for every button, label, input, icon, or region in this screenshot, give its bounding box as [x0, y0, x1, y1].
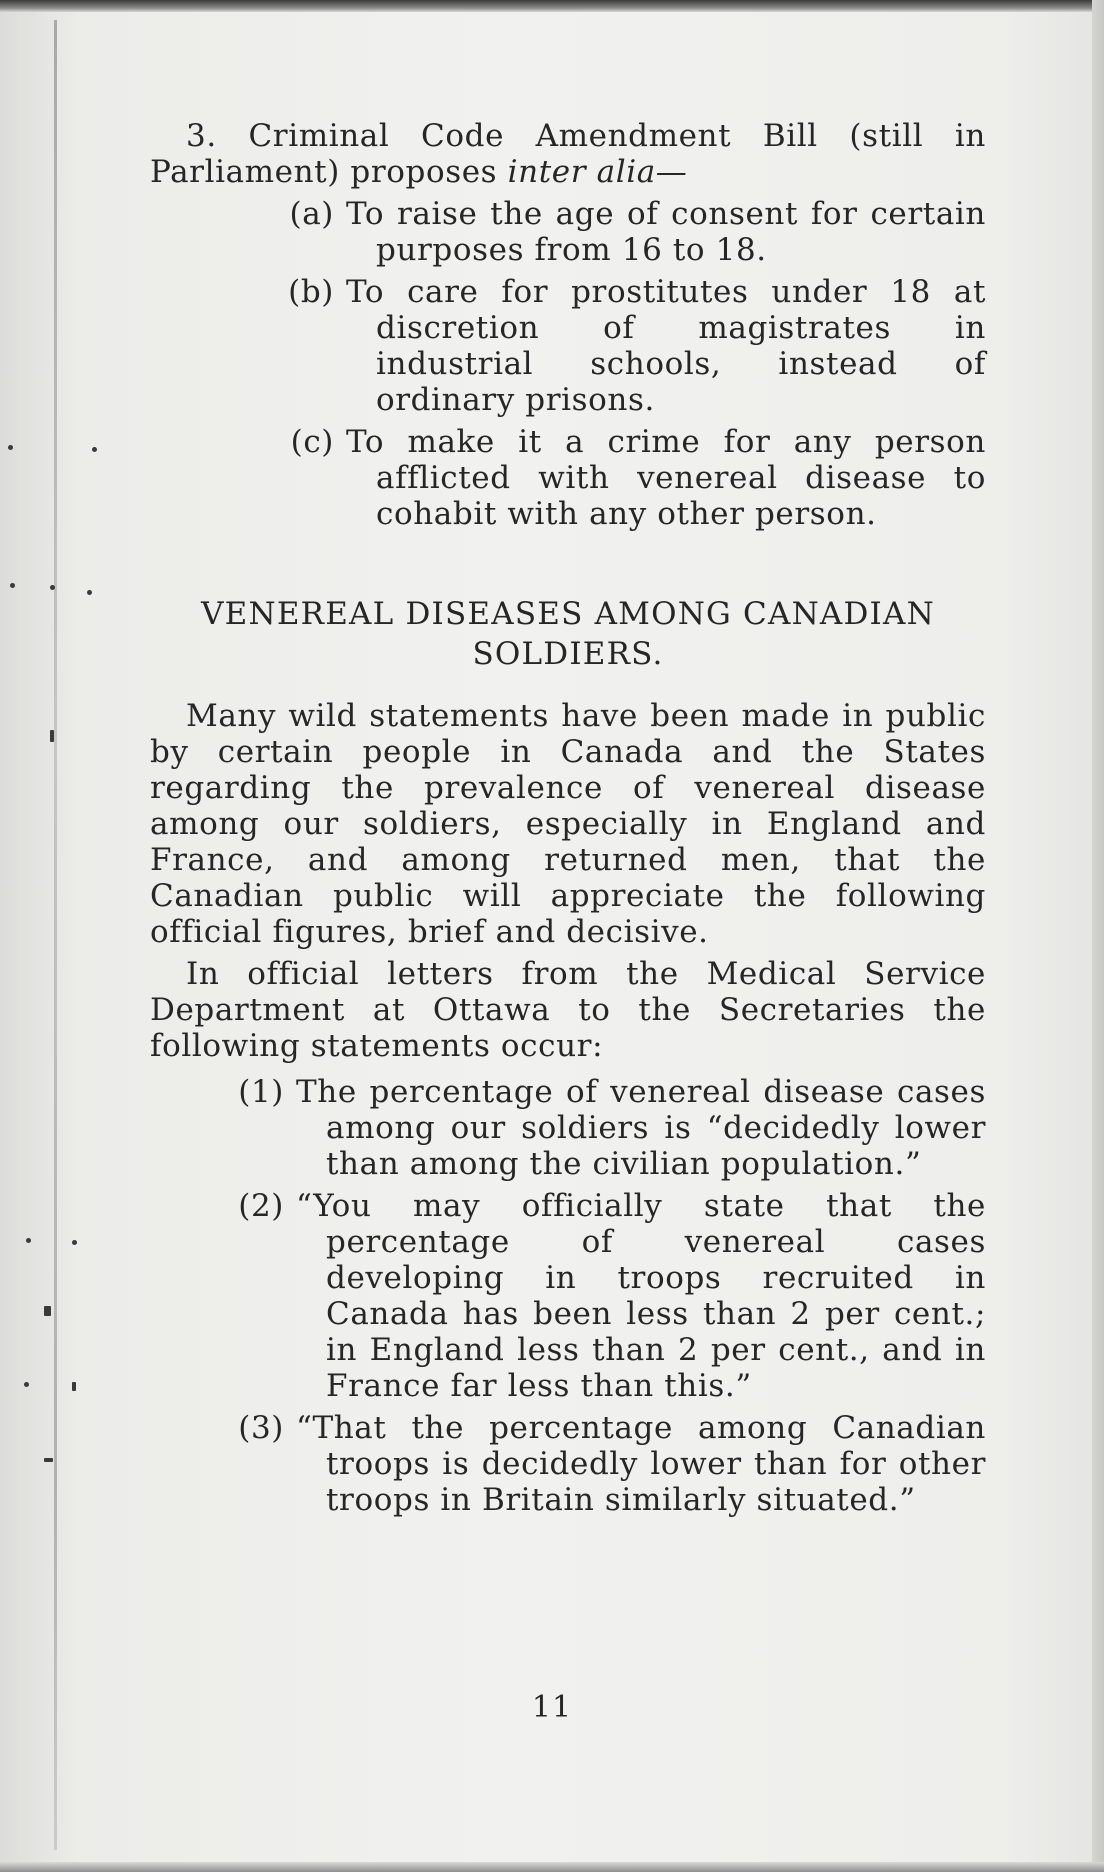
statement-label: (3) — [238, 1410, 284, 1446]
scan-top-edge — [0, 0, 1104, 12]
bill-provision-text: To care for prostitutes under 18 at discretion of magistrates in industrial schools, instead of ordinary prisons. — [346, 274, 986, 418]
bill-intro-text: Criminal Code Amendment Bill (still in Parliament) proposes — [150, 118, 986, 190]
scan-speck — [44, 1458, 53, 1462]
bill-provisions-list — [260, 196, 986, 532]
statement-text: “That the percentage among Canadian troops is decidedly lower than for other troops in Britain similarly situated.” — [296, 1410, 986, 1518]
bill-provision-label: (b) — [288, 274, 334, 310]
official-statements-list — [210, 1074, 986, 1518]
scan-bottom-edge — [0, 1862, 1104, 1872]
scan-speck — [8, 445, 13, 450]
bill-provision-item — [260, 196, 986, 268]
scan-speck — [72, 1382, 76, 1391]
bill-intro-italic: inter alia— — [507, 154, 688, 190]
scan-speck — [50, 585, 55, 590]
scan-right-edge — [1092, 0, 1104, 1872]
bill-intro-paragraph — [150, 118, 986, 190]
bill-provision-text: To make it a crime for any person afflicted with venereal disease to cohabit with any other person. — [346, 424, 986, 532]
body-paragraph: In official letters from the Medical Service Department at Ottawa to the Secretaries the following statements occur: — [150, 956, 986, 1064]
scan-speck — [44, 1306, 51, 1316]
section-heading: VENEREAL DISEASES AMONG CANADIAN SOLDIERS. — [201, 596, 935, 672]
bill-provision-text: To raise the age of consent for certain purposes from 16 to 18. — [346, 196, 986, 268]
bill-section-number: 3. — [186, 118, 217, 154]
scan-speck — [72, 1240, 77, 1245]
page-number: 11 — [531, 1690, 573, 1725]
statement-label: (2) — [238, 1188, 284, 1224]
bill-provision-item — [260, 424, 986, 532]
statement-text: The percentage of venereal disease cases among our soldiers is “decidedly lower than among the civilian population.” — [296, 1074, 986, 1182]
scan-speck — [24, 1382, 29, 1387]
body-paragraph: Many wild statements have been made in public by certain people in Canada and the States regarding the prevalence of venereal disease among our soldiers, especially in England and France, and among returned men, that the Canadian public will appreciate the following official figures, brief and decisive. — [150, 698, 986, 950]
scan-speck — [87, 590, 92, 595]
statement-item — [210, 1410, 986, 1518]
statement-text: “You may officially state that the percentage of venereal cases developing in troops recruited in Canada has been less than 2 per cent.; in England less than 2 per cent., and in France far less than this.” — [296, 1188, 986, 1404]
statement-item — [210, 1074, 986, 1182]
binding-gutter-line — [54, 20, 57, 1850]
scan-speck — [10, 583, 15, 588]
scan-speck — [50, 730, 54, 742]
scan-speck — [26, 1238, 31, 1243]
bill-provision-label: (a) — [289, 196, 334, 232]
statement-label: (1) — [238, 1074, 284, 1110]
bill-provision-item — [260, 274, 986, 418]
scan-speck — [92, 447, 97, 452]
statement-item — [210, 1188, 986, 1404]
bill-provision-label: (c) — [290, 424, 334, 460]
page-body — [150, 118, 986, 1518]
